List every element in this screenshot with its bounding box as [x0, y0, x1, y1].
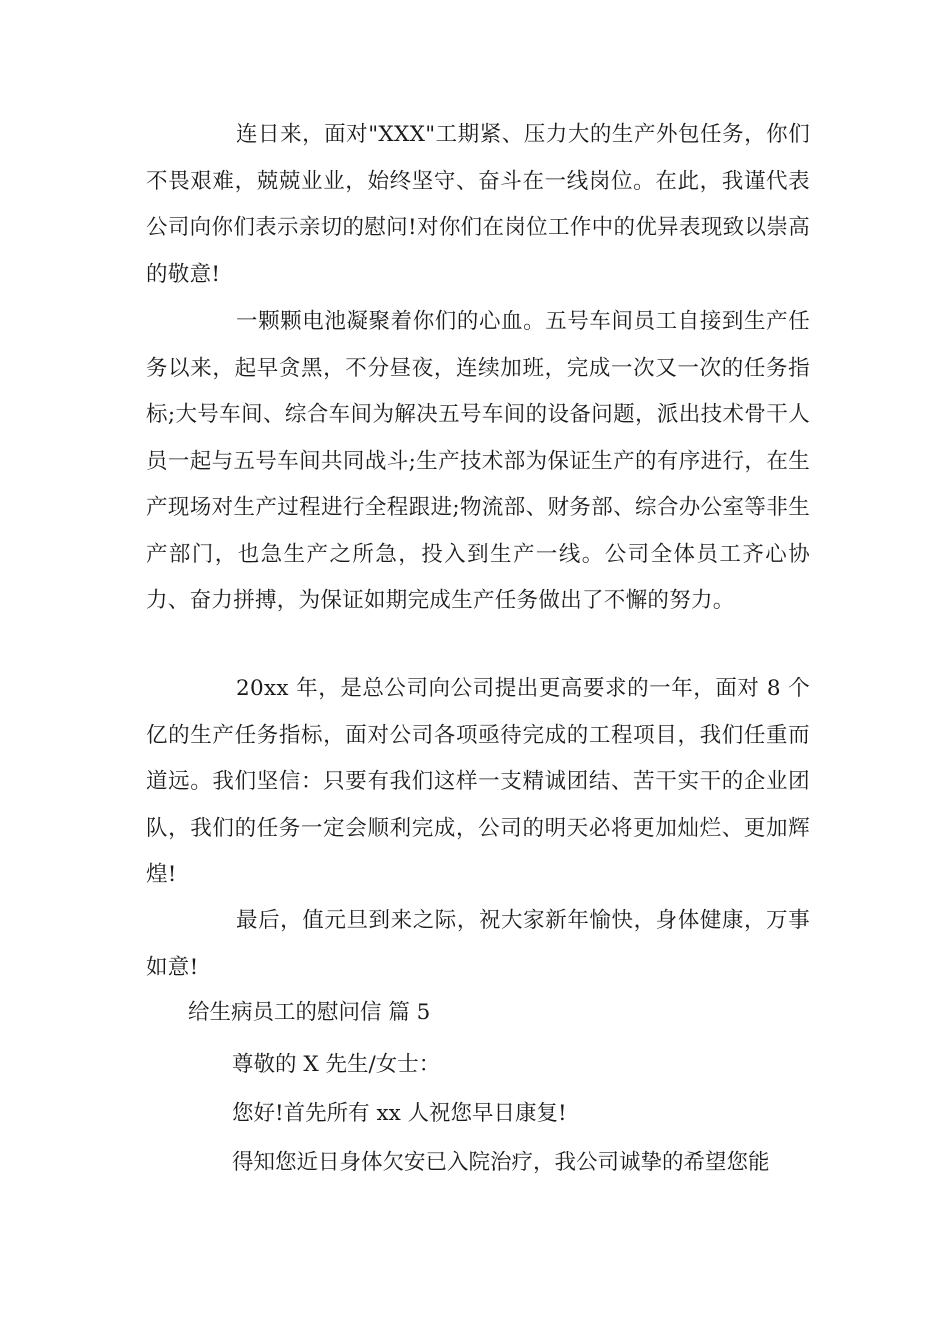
- paragraph-future-goals: 20xx 年，是总公司向公司提出更高要求的一年，面对 8 个亿的生产任务指标，面对公司各项亟待完成的工程项目，我们任重而道远。我们坚信：只要有我们这样一支精诚团结、苦干实干的企业团队，我们的任务一定会顺利完成，公司的明天必将更加灿烂、更加辉煌!: [146, 676, 810, 887]
- paragraph-battery-effort: 一颗颗电池凝聚着你们的心血。五号车间员工自接到生产任务以来，起早贪黑，不分昼夜，连续加班，完成一次又一次的任务指标;大号车间、综合车间为解决五号车间的设备问题，派出技术骨干人员一起与五号车间共同战斗;生产技术部为保证生产的有序进行，在生产现场对生产过程进行全程跟进;物流部、财务部、综合办公室等非生产部门，也急生产之所急，投入到生产一线。公司全体员工齐心协力、奋力拼搏，为保证如期完成生产任务做出了不懈的努力。: [146, 309, 810, 613]
- section-heading: 给生病员工的慰问信 篇 5: [188, 1000, 431, 1025]
- greeting: 您好!首先所有 xx 人祝您早日康复!: [232, 1101, 567, 1126]
- paragraph-new-year-wishes: 最后，值元旦到来之际，祝大家新年愉快，身体健康，万事如意!: [146, 908, 810, 980]
- paragraph-hospital-notice: 得知您近日身体欠安已入院治疗，我公司诚挚的希望您能: [232, 1150, 770, 1175]
- salutation: 尊敬的 X 先生/女士：: [232, 1052, 441, 1077]
- paragraph-condolence-intro: 连日来，面对"XXX"工期紧、压力大的生产外包任务，你们不畏艰难，兢兢业业，始终坚守、奋斗在一线岗位。在此，我谨代表公司向你们表示亲切的慰问!对你们在岗位工作中的优异表现致以崇高的敬意!: [146, 122, 810, 287]
